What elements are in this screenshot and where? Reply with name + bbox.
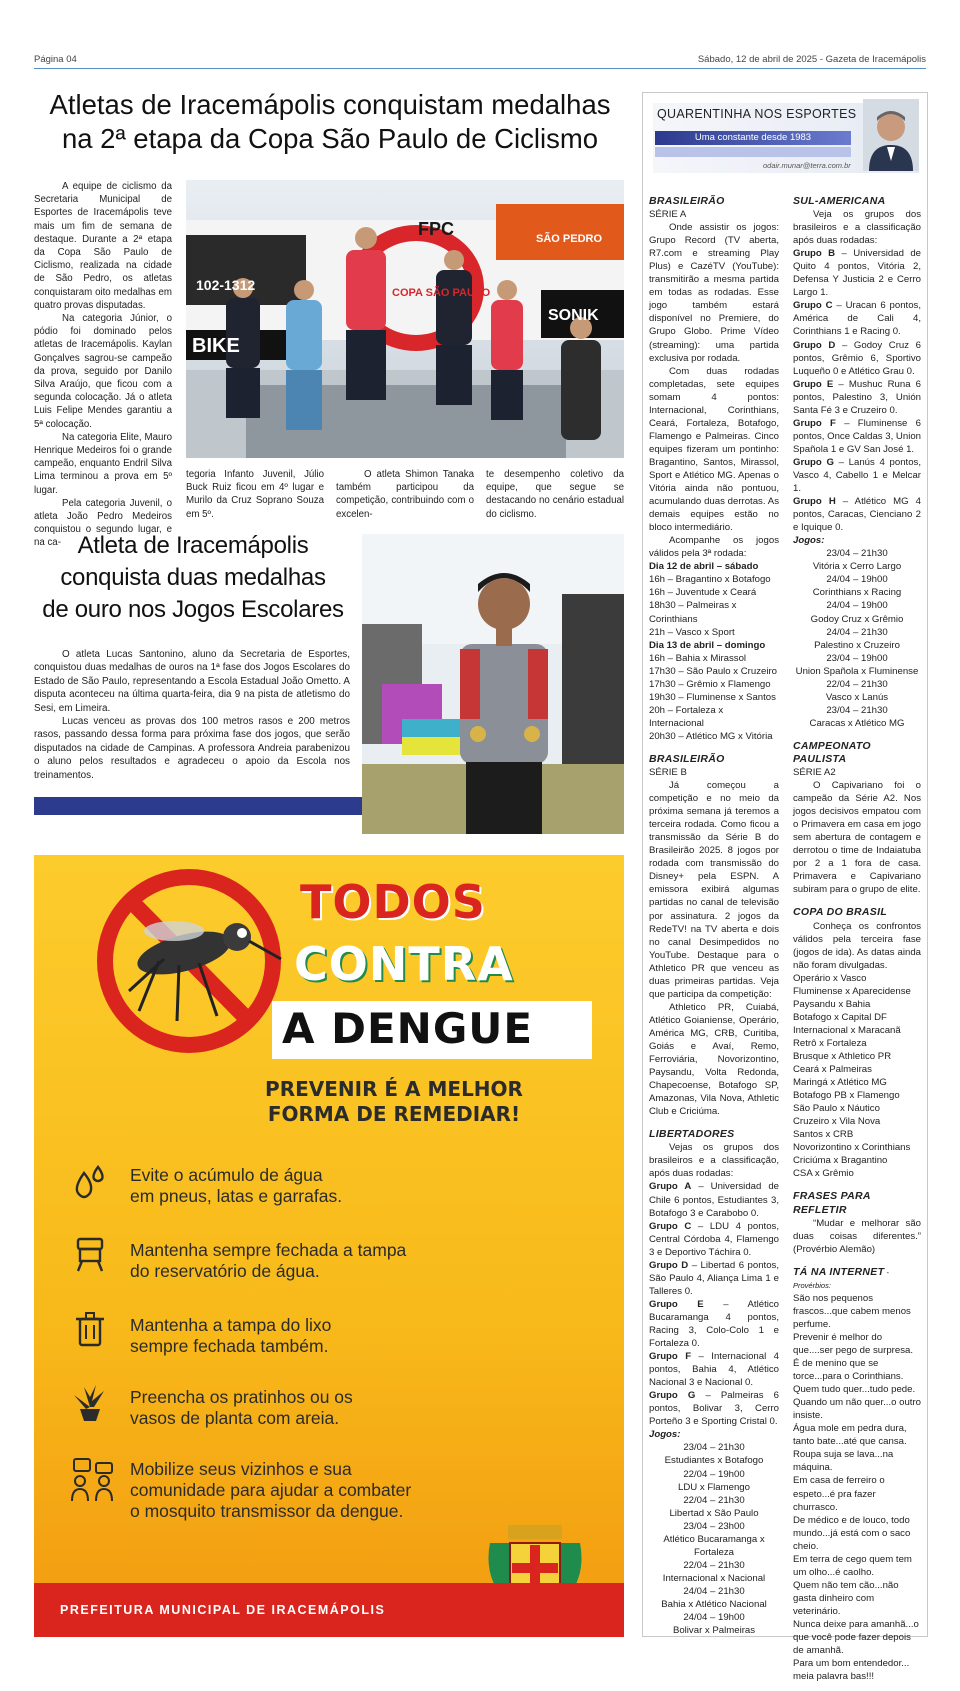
list-item: Nunca deixe para amanhã...o que você pode fazer depois de amanhã. (793, 1618, 919, 1657)
group-text: – Atlético MG 4 pontos, Caracas, Cienciano 2 e Iquique 0. (793, 496, 922, 534)
group-text: – Mushuc Runa 6 pontos, Palestino 3, Unión Santa Fé 3 e Cruzeiro 0. (793, 378, 921, 416)
list-item: 22/04 – 21h30 (826, 678, 888, 690)
ad-tip-line: Evite o acúmulo de água (130, 1165, 323, 1185)
water-drops-icon (70, 1163, 110, 1203)
group-label: Grupo D (793, 339, 836, 351)
photo-banner-copa: COPA SÃO PAULO (392, 287, 491, 299)
column-tagline: Uma constante desde 1983 (655, 131, 851, 145)
list-item: Roupa suja se lava...na máquina. (793, 1449, 894, 1474)
paragraph: Acompanhe os jogos válidos pela 3ª rodada: (649, 535, 779, 560)
list-item: Quem tudo quer...tudo pede. (793, 1384, 916, 1396)
list-item: Vasco x Lanús (825, 691, 889, 703)
paragraph: Lucas venceu as provas dos 100 metros rasos e 200 metros rasos, passando dessa forma para próxima fase dos jogos, que serão disputados na cidade de Campinas. A professora Andreia parabenizou o aluno pelos resultados e agradeceu o apoio da Escola nos treinamentos. (34, 716, 350, 781)
list-item: Prevenir é melhor do que....ser pego de surpresa. (793, 1331, 913, 1356)
paragraph: O atleta Shimon Tanaka também participou da competição, contribuindo com o excelen- (336, 469, 474, 520)
ad-headline-dengue: A DENGUE (282, 1004, 534, 1053)
article2-headline (34, 530, 352, 626)
list-item: 23/04 – 19h00 (826, 652, 888, 664)
list-item: 17h30 – São Paulo x Cruzeiro (649, 665, 777, 677)
list-item: CSA x Grêmio (793, 1168, 854, 1180)
header-date: Sábado, 12 de abril de 2025 - Gazeta de Iracemápolis (697, 54, 926, 65)
group-text: – Lanús 4 pontos, Vasco 4, Cabello 1 e Melcar 1. (793, 456, 921, 495)
list-item: 24/04 – 19h00 (826, 600, 888, 612)
group-standing (793, 456, 921, 495)
group-text: – LDU 4 pontos, Central Córdoba 4, Flamengo 3 e Deportivo Táchira 0. (649, 1220, 779, 1258)
list-item: Em terra de cego quem tem um olho...é caolho. (793, 1553, 912, 1578)
group-label: Grupo A (649, 1181, 692, 1193)
athlete-medals-photo (362, 534, 624, 834)
sidebar-column-left (649, 185, 779, 1637)
ad-footer-band (34, 1583, 624, 1637)
list-item: 22/04 – 21h30 (683, 1559, 745, 1571)
group-standing (649, 1389, 779, 1428)
ad-tip-5 (130, 1459, 411, 1522)
ad-tip-3 (130, 1315, 331, 1357)
group-label: Grupo C (793, 300, 833, 312)
games-heading: Jogos: (649, 1429, 681, 1441)
ad-tip-line: Preencha os pratinhos ou os (130, 1387, 353, 1407)
list-item: Quem não tem cão...não gasta dinheiro com veterinário. (793, 1579, 899, 1617)
photo-banner-phone: 102-1312 (196, 277, 256, 293)
article1-left-column (34, 180, 172, 550)
ad-footer-text: PREFEITURA MUNICIPAL DE IRACEMÁPOLIS (60, 1603, 386, 1617)
list-item: 21h – Vasco x Sport (649, 626, 735, 638)
ad-tip-line: sempre fechada também. (130, 1336, 329, 1356)
list-item: Quando um não quer...o outro insiste. (793, 1397, 922, 1422)
section-heading: FRASES PARA REFLETIR (793, 1190, 871, 1216)
group-standing (793, 339, 921, 378)
date-heading: Dia 13 de abril – domingo (649, 639, 766, 651)
section-subheading: SÉRIE B (649, 767, 687, 779)
paragraph: Já começou a competição e no meio da próxima semana já teremos a terceira rodada. Como ficou a transmissão da Série B do Brasileirão 2025. 8 jogos por rodada com transmissão do Disney+ pela ESPN. A emissora exibirá algumas partidas no canal de televisão por assinatura. 2 jogos da RedeTV! na TV aberta e dois no canal Desimpedidos no YouTube. Destaque para o Athletico PR que venceu as duas primeiras partidas. Veja que participa da competição: (649, 780, 779, 1000)
list-item: Corinthians x Racing (812, 587, 902, 599)
list-item: Operário x Vasco (793, 972, 867, 984)
list-item: Ceará x Palmeiras (793, 1064, 872, 1076)
group-text: – Fluminense 6 pontos, Once Caldas 3, Union Spañola 1 e GV San José 1. (793, 417, 921, 455)
section-heading: CAMPEONATO PAULISTA (793, 739, 871, 765)
group-standing (649, 1180, 779, 1219)
list-item: Atlético Bucaramanga x Fortaleza (663, 1533, 765, 1558)
list-item: 24/04 – 19h00 (826, 574, 888, 586)
group-text: – Universidad de Quito 4 pontos, Vitória 2, Defensa Y Justicia 2 e Cerro Largo 1. (793, 248, 921, 299)
list-item: Caracas x Atlético MG (809, 717, 905, 729)
athlete-illustration (362, 534, 624, 834)
group-text: – Libertad 6 pontos, São Paulo 4, Aliança Lima 1 e Talleres 0. (649, 1259, 779, 1297)
list-item: 17h30 – Grêmio x Flamengo (649, 678, 771, 690)
group-text: – Internacional 4 pontos, Bahia 4, Atlético Nacional 3 e Nacional 0. (649, 1351, 779, 1389)
list-item: 18h30 – Palmeiras x Corinthians (649, 600, 737, 625)
paragraph: O Capivariano foi o campeão da Série A2. Nos jogos decisivos empatou com o Primavera em casa em jogo sem abertura de contagem e derrotou o time de Indaiatuba por 2 a 1 fora de casa. Primavera e Capivariano subiram para o grupo de elite. (793, 780, 921, 896)
group-standing (793, 299, 921, 338)
article1-column-2 (186, 468, 324, 521)
list-item: Union Spañola x Fluminense (795, 665, 919, 677)
ad-tip-line: Mantenha a tampa do lixo (130, 1315, 332, 1335)
mosquito-prohibited-icon (89, 861, 289, 1061)
article2-headline-line2: conquista duas medalhas (60, 564, 326, 591)
article1-column-3 (336, 468, 474, 521)
paragraph: Pela categoria Juvenil, o atleta João Pedro Medeiros conquistou o segundo lugar, e na ca- (34, 497, 172, 549)
section-heading: SUL-AMERICANA (793, 195, 886, 207)
ad-tip-line: vasos de planta com areia. (130, 1408, 340, 1428)
list-item: Botafogo PB x Flamengo (793, 1090, 900, 1102)
list-item: Retrô x Fortaleza (793, 1037, 867, 1049)
ad-tip-4 (130, 1387, 353, 1429)
section-heading: COPA DO BRASIL (793, 906, 888, 919)
paragraph: Com duas rodadas completadas, sete equipes somam 4 pontos: Internacional, Corinthians, Ceará, Fortaleza, Botafogo, Flamengo e Palmeiras. Cinco equipes fizeram um pontinho: Bragantino, Santos, Mirassol, Sport e Atlético MG. Apenas o Vitória ainda não pontuou, acumulando duas derrotas. As demais equipes estão no bloco intermediário. (649, 365, 779, 534)
list-item: Botafogo x Capital DF (793, 1011, 887, 1023)
section-heading-title: TÁ NA INTERNET (793, 1265, 885, 1278)
list-item: Fluminense x Aparecidense (793, 985, 911, 997)
ad-tip-line: Mobilize seus vizinhos e sua (130, 1459, 352, 1479)
list-item: São nos pequenos frascos...que cabem menos perfume. (793, 1292, 911, 1330)
group-label: Grupo E (649, 1298, 704, 1310)
list-item: 16h – Bragantino x Botafogo (649, 574, 771, 586)
article2-headline-line3: de ouro nos Jogos Escolares (42, 596, 344, 623)
section-subheading: SÉRIE A (649, 209, 687, 221)
section-heading: LIBERTADORES (649, 1128, 735, 1141)
games-heading: Jogos: (793, 535, 825, 547)
dengue-campaign-ad (34, 855, 624, 1637)
ad-tip-line: em pneus, latas e garrafas. (130, 1186, 343, 1206)
group-label: Grupo F (793, 417, 836, 429)
list-item: 24/04 – 21h30 (683, 1585, 745, 1597)
list-item: Godoy Cruz x Grêmio (810, 613, 904, 625)
group-standing (793, 417, 921, 456)
section-heading-note: - Provérbios: (793, 1267, 889, 1290)
list-item: Bolivar x Palmeiras (672, 1625, 756, 1637)
paragraph: A equipe de ciclismo da Secretaria Municipal de Esportes de Iracemápolis teve mais um fim de semana de destaque. Durante a 2ª etapa da Copa São Paulo de Ciclismo, realizada na cidade de São Pedro, os atletas conquistaram oito medalhas em quatro provas disputadas. (34, 181, 172, 311)
list-item: Internacional x Nacional (662, 1572, 766, 1584)
group-label: Grupo B (793, 248, 836, 260)
list-item: Vitória x Cerro Largo (812, 561, 902, 573)
date-heading: Dia 12 de abril – sábado (649, 561, 759, 573)
group-standing (793, 378, 921, 417)
photo-banner-sao-pedro: SÃO PEDRO (536, 233, 603, 245)
water-tank-icon (70, 1233, 110, 1273)
list-item: 23/04 – 21h30 (826, 548, 888, 560)
podium-illustration (186, 180, 624, 458)
ad-tip-line: o mosquito transmissor da dengue. (130, 1501, 404, 1521)
list-item: Estudiantes x Botafogo (664, 1455, 764, 1467)
list-item: 24/04 – 19h00 (683, 1612, 745, 1624)
list-item: 24/04 – 21h30 (826, 626, 888, 638)
list-item: Para um bom entendedor... meia palavra bas!!! (793, 1658, 910, 1683)
group-text: – Palmeiras 6 pontos, Bolivar 3, Cerro Porteño 3 e Sporting Cristal 0. (649, 1390, 780, 1428)
group-standing (649, 1350, 779, 1389)
ad-headline-todos: TODOS (300, 875, 486, 929)
ad-tip-line: do reservatório de água. (130, 1261, 320, 1281)
group-standing (649, 1220, 779, 1259)
paragraph: O atleta Lucas Santonino, aluno da Secretaria de Esportes, conquistou duas medalhas de ouros na 1ª fase dos Jogos Escolares do Estado de São Paulo, representando a Escola Estadual João Ometto. A disputa aconteceu na última quarta-feira, dia 9 na pista de atletismo do Sesi, em Limeira. (34, 649, 350, 714)
list-item: 16h – Bahia x Mirassol (649, 652, 747, 664)
list-item: 22/04 – 21h30 (683, 1494, 745, 1506)
group-label: Grupo H (793, 496, 836, 508)
section-heading: BRASILEIRÃO (649, 752, 725, 765)
paragraph: Na categoria Elite, Mauro Henrique Medeiros foi o grande campeão, enquanto Endril Silva Lima terminou a prova em 5º lugar. (34, 431, 172, 496)
paragraph: Vejas os grupos dos brasileiros e a classificação, após duas rodadas: (649, 1142, 779, 1180)
header-rule (34, 68, 926, 69)
cycling-podium-photo (186, 180, 624, 458)
photo-banner-sonik: SONIK (548, 307, 599, 324)
list-item: Brusque x Athletico PR (793, 1051, 892, 1062)
section-heading (793, 1266, 921, 1292)
paragraph: Athletico PR, Cuiabá, Atlético Goianiense, Operário, América MG, CRB, Curitiba, Goiás e Avaí, Remo, Ferroviária, Novorizontino, Paysandu, Volta Redonda, Chapecoense, Botafogo SP, Amazonas, Vila Nova, Athletic Club e Criciúma. (649, 1001, 779, 1118)
group-label: Grupo F (649, 1351, 692, 1363)
potted-plant-icon (70, 1383, 110, 1423)
paragraph: Na categoria Júnior, o pódio foi dominado pelos atletas de Iracemápolis. Kaylan Gonçalves sagrou-se campeão da prova, seguido por Danilo Silva Araújo, que ficou com a segunda colocação. Já o atleta Luis Felipe Mendes garantiu a 5ª colocação. (34, 313, 172, 430)
group-text: – Universidad de Chile 6 pontos, Estudiantes 3, Botafogo 3 e Carabobo 0. (649, 1181, 779, 1219)
list-item: Internacional x Maracanã (793, 1024, 901, 1036)
list-item: Cruzeiro x Vila Nova (793, 1116, 881, 1128)
list-item: Em casa de ferreiro o espeto...é pra fazer churrasco. (793, 1475, 885, 1513)
article2-headline-line1: Atleta de Iracemápolis (77, 532, 309, 559)
paragraph: tegoria Infanto Juvenil, Júlio Buck Ruiz ficou em 4º lugar e Murilo da Cruz Soprano Souza em 5º. (186, 469, 324, 520)
list-item: LDU x Flamengo (678, 1481, 750, 1493)
trash-can-icon (70, 1309, 110, 1349)
group-label: Grupo D (649, 1259, 689, 1271)
list-item: São Paulo x Náutico (793, 1103, 880, 1115)
group-label: Grupo C (649, 1220, 692, 1232)
column-email: odair.munar@terra.com.br (763, 161, 851, 170)
list-item: 19h30 – Fluminense x Santos (649, 691, 776, 703)
section-subheading: SÉRIE A2 (793, 767, 836, 779)
list-item: Santos x CRB (793, 1129, 854, 1141)
group-label: Grupo G (793, 456, 834, 468)
sidebar-column-right (793, 185, 921, 1683)
list-item: Paysandu x Bahia (793, 998, 871, 1010)
ad-subtitle (244, 1077, 544, 1127)
list-item: De médico e de louco, todo mundo...já está com o saco cheio. (793, 1514, 911, 1552)
paragraph: Veja os grupos dos brasileiros e a classificação após duas rodadas: (793, 209, 921, 247)
list-item: Água mole em pedra dura, tanto bate...até que cansa. (793, 1423, 907, 1448)
list-item: 22/04 – 19h00 (683, 1468, 745, 1480)
list-item: 23/04 – 21h30 (826, 704, 888, 716)
list-item: 16h – Juventude x Ceará (649, 587, 757, 599)
column-tagline-underbar (655, 147, 851, 157)
article1-column-4 (486, 468, 624, 521)
list-item: Criciúma x Bragantino (793, 1155, 888, 1167)
list-item: Bahia x Atlético Nacional (661, 1598, 767, 1610)
group-standing (649, 1298, 779, 1350)
list-item: Palestino x Cruzeiro (814, 639, 900, 651)
list-item: É de menino que se torce...para o Corinthians. (793, 1358, 904, 1383)
ad-subtitle-line1: PREVENIR É A MELHOR (265, 1077, 523, 1101)
group-text: – Uracan 6 pontos, América de Cali 4, Corinthians 1 e Racing 0. (793, 300, 922, 338)
group-standing (793, 247, 921, 299)
list-item: 23/04 – 23h00 (683, 1520, 745, 1532)
article2-body (34, 648, 350, 782)
list-item: 20h30 – Atlético MG x Vitória (649, 730, 773, 742)
group-label: Grupo G (649, 1390, 696, 1402)
ad-tip-line: Mantenha sempre fechada a tampa (130, 1240, 407, 1260)
paragraph: te desempenho coletivo da equipe, que segue se destacando no cenário estadual do ciclismo. (486, 469, 624, 520)
list-item: Maringá x Atlético MG (793, 1077, 887, 1089)
ad-tip-2 (130, 1240, 406, 1282)
article1-headline-line2: na 2ª etapa da Copa São Paulo de Ciclismo (61, 123, 599, 154)
list-item: Libertad x São Paulo (669, 1507, 759, 1519)
paragraph: Onde assistir os jogos: Grupo Record (TV aberta, R7.com e streaming Play Plus) e CazéTV (YouTube): transmitirão a mesma partida em todas as rodadas. Esse jogo também estará disponível no Premiere, do Grupo Globo. Prime Vídeo (streaming): uma partida exclusiva por rodada. (649, 222, 779, 364)
list-item: 20h – Fortaleza x Internacional (649, 704, 724, 729)
column-title: QUARENTINHA NOS ESPORTES (657, 107, 857, 121)
community-icon (70, 1457, 116, 1503)
ad-subtitle-line2: FORMA DE REMEDIAR! (267, 1102, 521, 1126)
columnist-photo (863, 99, 919, 171)
group-label: Grupo E (793, 378, 834, 390)
group-text: – Atlético Bucaramanga 4 pontos, Racing 3, Colo-Colo 1 e Fortaleza 0. (649, 1298, 779, 1350)
photo-banner-bike: BIKE (192, 335, 240, 357)
ad-headline-contra: CONTRA (294, 937, 514, 991)
photo-banner-fpc: FPC (418, 219, 454, 239)
group-standing (649, 1259, 779, 1298)
group-text: – Godoy Cruz 6 pontos, Grêmio 6, Sportivo Luqueño 0 e Atlético Grau 0. (793, 339, 921, 377)
ad-tip-line: comunidade para ajudar a combater (130, 1480, 412, 1500)
article1-headline (30, 88, 630, 156)
sports-column-sidebar (642, 92, 928, 1683)
paragraph: Conheça os confrontos válidos pela terceira fase (jogos de ida). As datas ainda não foram divulgadas. (793, 920, 921, 971)
list-item: 23/04 – 21h30 (683, 1442, 745, 1454)
article1-headline-line1: Atletas de Iracemápolis conquistam medalhas (49, 89, 611, 120)
page-number: Página 04 (34, 54, 77, 65)
group-standing (793, 495, 921, 534)
section-heading: BRASILEIRÃO (649, 195, 725, 207)
paragraph: “Mudar e melhorar são duas coisas diferentes.” (Provérbio Alemão) (793, 1217, 921, 1255)
list-item: Novorizontino x Corinthians (793, 1142, 911, 1154)
ad-tip-1 (130, 1165, 342, 1207)
